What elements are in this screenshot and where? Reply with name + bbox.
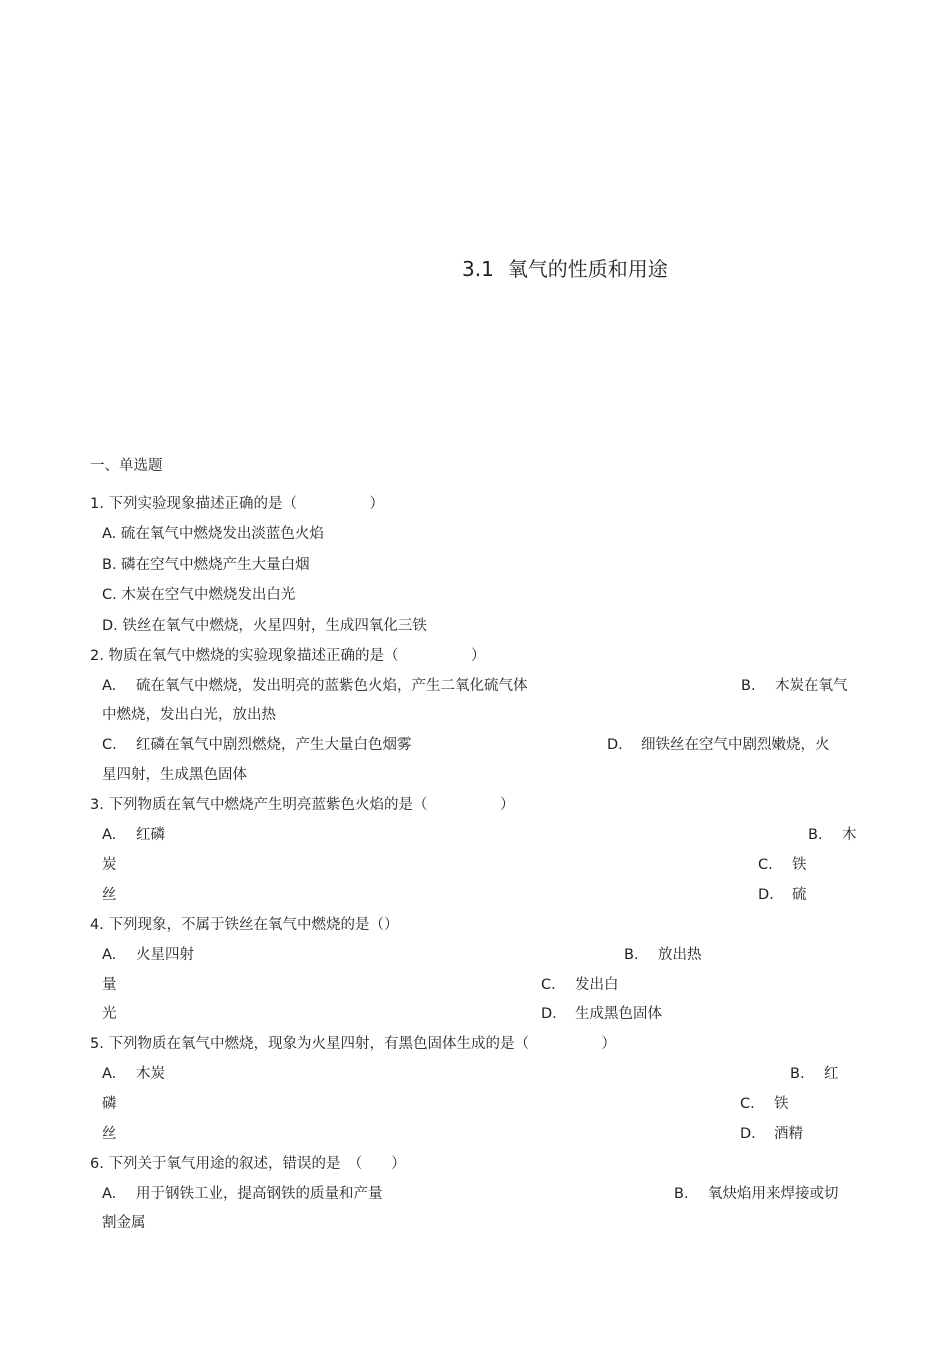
q4-option-d-text: 生成黑色固体 — [575, 1006, 662, 1022]
q3-option-c-text: 铁 — [792, 857, 807, 873]
q5-option-b-label: B. — [790, 1066, 805, 1082]
q4-option-b-text: 放出热 — [658, 947, 702, 963]
title-text: 氧气的性质和用途 — [507, 257, 668, 281]
q2-option-a-text: 硫在氧气中燃烧，发出明亮的蓝紫色火焰，产生二氧化硫气体 — [136, 678, 528, 694]
q6-option-a-label: A. — [102, 1186, 117, 1202]
q1-stem: 1. 下列实验现象描述正确的是（ ） — [90, 496, 384, 512]
q2-option-c-label: C. — [102, 737, 117, 753]
q4-stem: 4. 下列现象，不属于铁丝在氧气中燃烧的是（） — [90, 917, 399, 933]
q3-option-b-label: B. — [808, 827, 823, 843]
q3-stem: 3. 下列物质在氧气中燃烧产生明亮蓝紫色火焰的是（ ） — [90, 797, 515, 813]
q2-option-d-label: D. — [607, 737, 623, 753]
q2-option-b-cont: 中燃烧，发出白光，放出热 — [102, 707, 276, 723]
q1-option-a: A. 硫在氧气中燃烧发出淡蓝色火焰 — [102, 526, 324, 542]
q4-option-a-label: A. — [102, 947, 117, 963]
q5-option-d-text: 酒精 — [774, 1126, 803, 1142]
q4-option-d-label: D. — [541, 1006, 557, 1022]
q5-option-a-text: 木炭 — [136, 1066, 165, 1082]
q4-option-c-label: C. — [541, 977, 556, 993]
q4-option-a-text: 火星四射 — [136, 947, 194, 963]
q3-option-d-label: D. — [758, 887, 774, 903]
q5-option-c-text: 铁 — [774, 1096, 789, 1112]
q5-option-a-label: A. — [102, 1066, 117, 1082]
q4-option-b-label: B. — [624, 947, 639, 963]
q2-option-d-cont: 星四射，生成黑色固体 — [102, 767, 247, 783]
q6-option-b-cont: 割金属 — [102, 1215, 146, 1231]
q5-stem: 5. 下列物质在氧气中燃烧，现象为火星四射，有黑色固体生成的是（ ） — [90, 1036, 616, 1052]
q2-option-b-text: 木炭在氧气 — [775, 678, 848, 694]
section-heading: 一、单选题 — [90, 458, 163, 474]
q3-option-d-text: 硫 — [792, 887, 807, 903]
page-title — [462, 256, 668, 282]
q5-option-b-cont: 磷 — [102, 1096, 117, 1112]
q6-stem: 6. 下列关于氧气用途的叙述，错误的是 （ ） — [90, 1156, 406, 1172]
q1-option-b: B. 磷在空气中燃烧产生大量白烟 — [102, 557, 310, 573]
q5-option-d-label: D. — [740, 1126, 756, 1142]
q4-option-c-cont: 光 — [102, 1006, 117, 1022]
q2-stem: 2. 物质在氧气中燃烧的实验现象描述正确的是（ ） — [90, 648, 486, 664]
q3-option-a-text: 红磷 — [136, 827, 165, 843]
q6-option-a-text: 用于钢铁工业，提高钢铁的质量和产量 — [136, 1186, 383, 1202]
q5-option-c-label: C. — [740, 1096, 755, 1112]
title-number: 3.1 — [462, 257, 494, 281]
q3-option-b-cont: 炭 — [102, 857, 117, 873]
q5-option-c-cont: 丝 — [102, 1126, 117, 1142]
q5-option-b-text: 红 — [824, 1066, 839, 1082]
q2-option-d-text: 细铁丝在空气中剧烈嫩烧，火 — [641, 737, 830, 753]
q3-option-c-label: C. — [758, 857, 773, 873]
q6-option-b-text: 氧炔焰用来焊接或切 — [708, 1186, 839, 1202]
q3-option-c-cont: 丝 — [102, 887, 117, 903]
q2-option-c-text: 红磷在氧气中剧烈燃烧，产生大量白色烟雾 — [136, 737, 412, 753]
q4-option-b-cont: 量 — [102, 977, 117, 993]
q4-option-c-text: 发出白 — [575, 977, 619, 993]
q1-option-c: C. 木炭在空气中燃烧发出白光 — [102, 587, 296, 603]
q3-option-b-text: 木 — [842, 827, 857, 843]
q3-option-a-label: A. — [102, 827, 117, 843]
q1-option-d: D. 铁丝在氧气中燃烧，火星四射，生成四氧化三铁 — [102, 618, 427, 634]
q2-option-a-label: A. — [102, 678, 117, 694]
q6-option-b-label: B. — [674, 1186, 689, 1202]
q2-option-b-label: B. — [741, 678, 756, 694]
